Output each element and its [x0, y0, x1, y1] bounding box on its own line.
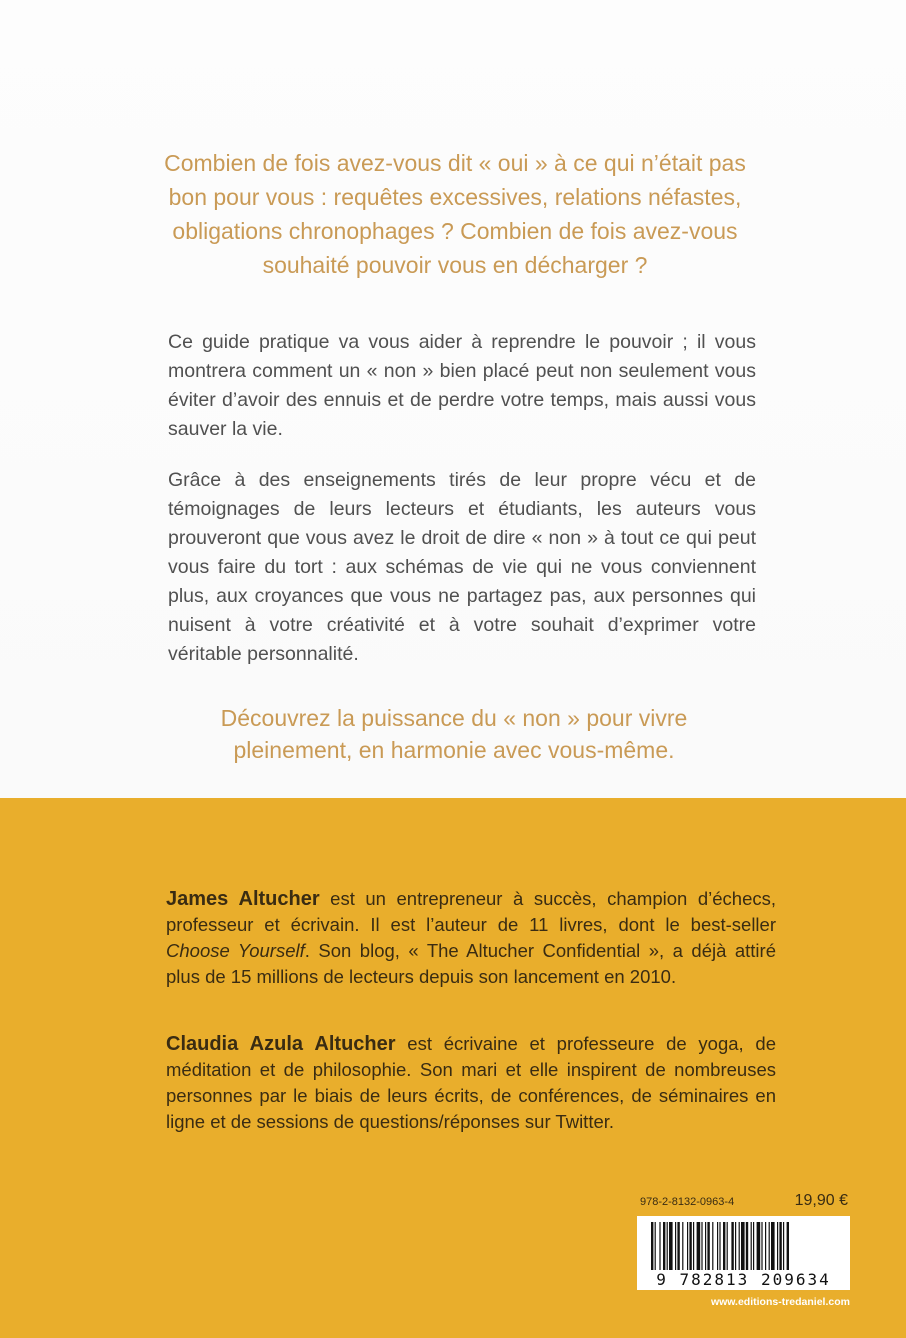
- barcode-bars: [637, 1216, 850, 1272]
- barcode-bar: [717, 1222, 718, 1270]
- barcode-bar: [655, 1222, 656, 1270]
- barcode-bar: [731, 1222, 733, 1270]
- author-bio-james-text-2: . Son blog, « The Altucher Confidential », a déjà attiré plus de 15 millions de lecteurs depuis son lancement en 2010.: [166, 940, 776, 987]
- barcode-bar: [753, 1222, 754, 1270]
- barcode-bar: [689, 1222, 691, 1270]
- barcode-bar: [669, 1222, 673, 1270]
- barcode-bar: [687, 1222, 688, 1270]
- barcode-bar: [697, 1222, 701, 1270]
- barcode-bar: [771, 1222, 775, 1270]
- barcode-bar: [707, 1222, 709, 1270]
- barcode-bar: [735, 1222, 736, 1270]
- author-bio-claudia: [166, 1031, 776, 1135]
- barcode-bar: [712, 1222, 713, 1270]
- barcode-bar: [701, 1222, 702, 1270]
- barcode-bar: [757, 1222, 761, 1270]
- barcode-bar: [779, 1222, 781, 1270]
- author-bio-james: [166, 886, 776, 990]
- barcode-bar: [705, 1222, 706, 1270]
- barcode-bar: [783, 1222, 784, 1270]
- author-bio-claudia-text: est écrivaine et professeure de yoga, de méditation et de philosophie. Son mari et elle inspirent de nombreuses personnes par le biais de leurs écrits, de conférences, de séminaires en ligne et de sessions de questions/réponses sur Twitter.: [166, 1033, 777, 1132]
- barcode-bar: [719, 1222, 720, 1270]
- barcode-bar: [777, 1222, 778, 1270]
- author-name-james: James Altucher: [166, 888, 320, 910]
- barcode-bar: [693, 1222, 694, 1270]
- barcode-bar: [741, 1222, 745, 1270]
- barcode-bar: [659, 1222, 660, 1270]
- isbn-price-row: [640, 1192, 850, 1212]
- barcode-digits: 9 782813 209634: [637, 1270, 850, 1290]
- barcode-bar: [682, 1222, 683, 1270]
- barcode-bar: [651, 1222, 653, 1270]
- body-paragraph-1: Ce guide pratique va vous aider à reprendre le pouvoir ; il vous montrera comment un « non » bien placé peut non seulement vous éviter d’avoir des ennuis et de perdre votre temps, mais aussi vous sauver la vie.: [168, 331, 756, 440]
- barcode-bar: [739, 1222, 740, 1270]
- barcode-bar: [675, 1222, 676, 1270]
- barcode-bar: [787, 1222, 789, 1270]
- barcode-bar: [751, 1222, 752, 1270]
- intro-question: Combien de fois avez-vous dit « oui » à ce qui n’était pas bon pour vous : requêtes excessives, relations néfastes, obligations chronophages ? Combien de fois avez-vous souhaité pouvoir vous en décharger ?: [164, 150, 746, 278]
- body-paragraph-2: Grâce à des enseignements tirés de leur propre vécu et de témoignages de leurs lecteurs et étudiants, les auteurs vous prouveront que vous avez le droit de dire « non » à tout ce qui peut vous faire du tort : aux schémas de vie qui ne vous conviennent plus, aux croyances que vous ne partagez pas, aux personnes qui nuisent à votre créativité et à votre souhait d’exprimer votre véritable personnalité.: [168, 469, 756, 665]
- barcode-bar: [746, 1222, 748, 1270]
- book-title: Choose Yourself: [166, 940, 305, 961]
- barcode-bar: [677, 1222, 679, 1270]
- isbn-number: 978-2-8132-0963-4: [640, 1196, 735, 1208]
- barcode-bar: [761, 1222, 762, 1270]
- closing-tagline: Découvrez la puissance du « non » pour vivre pleinement, en harmonie avec vous-même.: [220, 705, 688, 763]
- barcode-bar: [663, 1222, 665, 1270]
- author-name-claudia: Claudia Azula Altucher: [166, 1033, 396, 1055]
- barcode-bar: [727, 1222, 728, 1270]
- barcode-bar: [723, 1222, 725, 1270]
- price: 19,90 €: [794, 1192, 848, 1209]
- publisher-website: www.editions-tredaniel.com: [710, 1296, 850, 1308]
- author-bio-james-text-1: est un entrepreneur à succès, champion d’échecs, professeur et écrivain. Il est l’auteur de 11 livres, dont le best-seller: [166, 888, 776, 935]
- barcode-bar: [769, 1222, 770, 1270]
- barcode-bar: [765, 1222, 766, 1270]
- barcode-bar: [667, 1222, 668, 1270]
